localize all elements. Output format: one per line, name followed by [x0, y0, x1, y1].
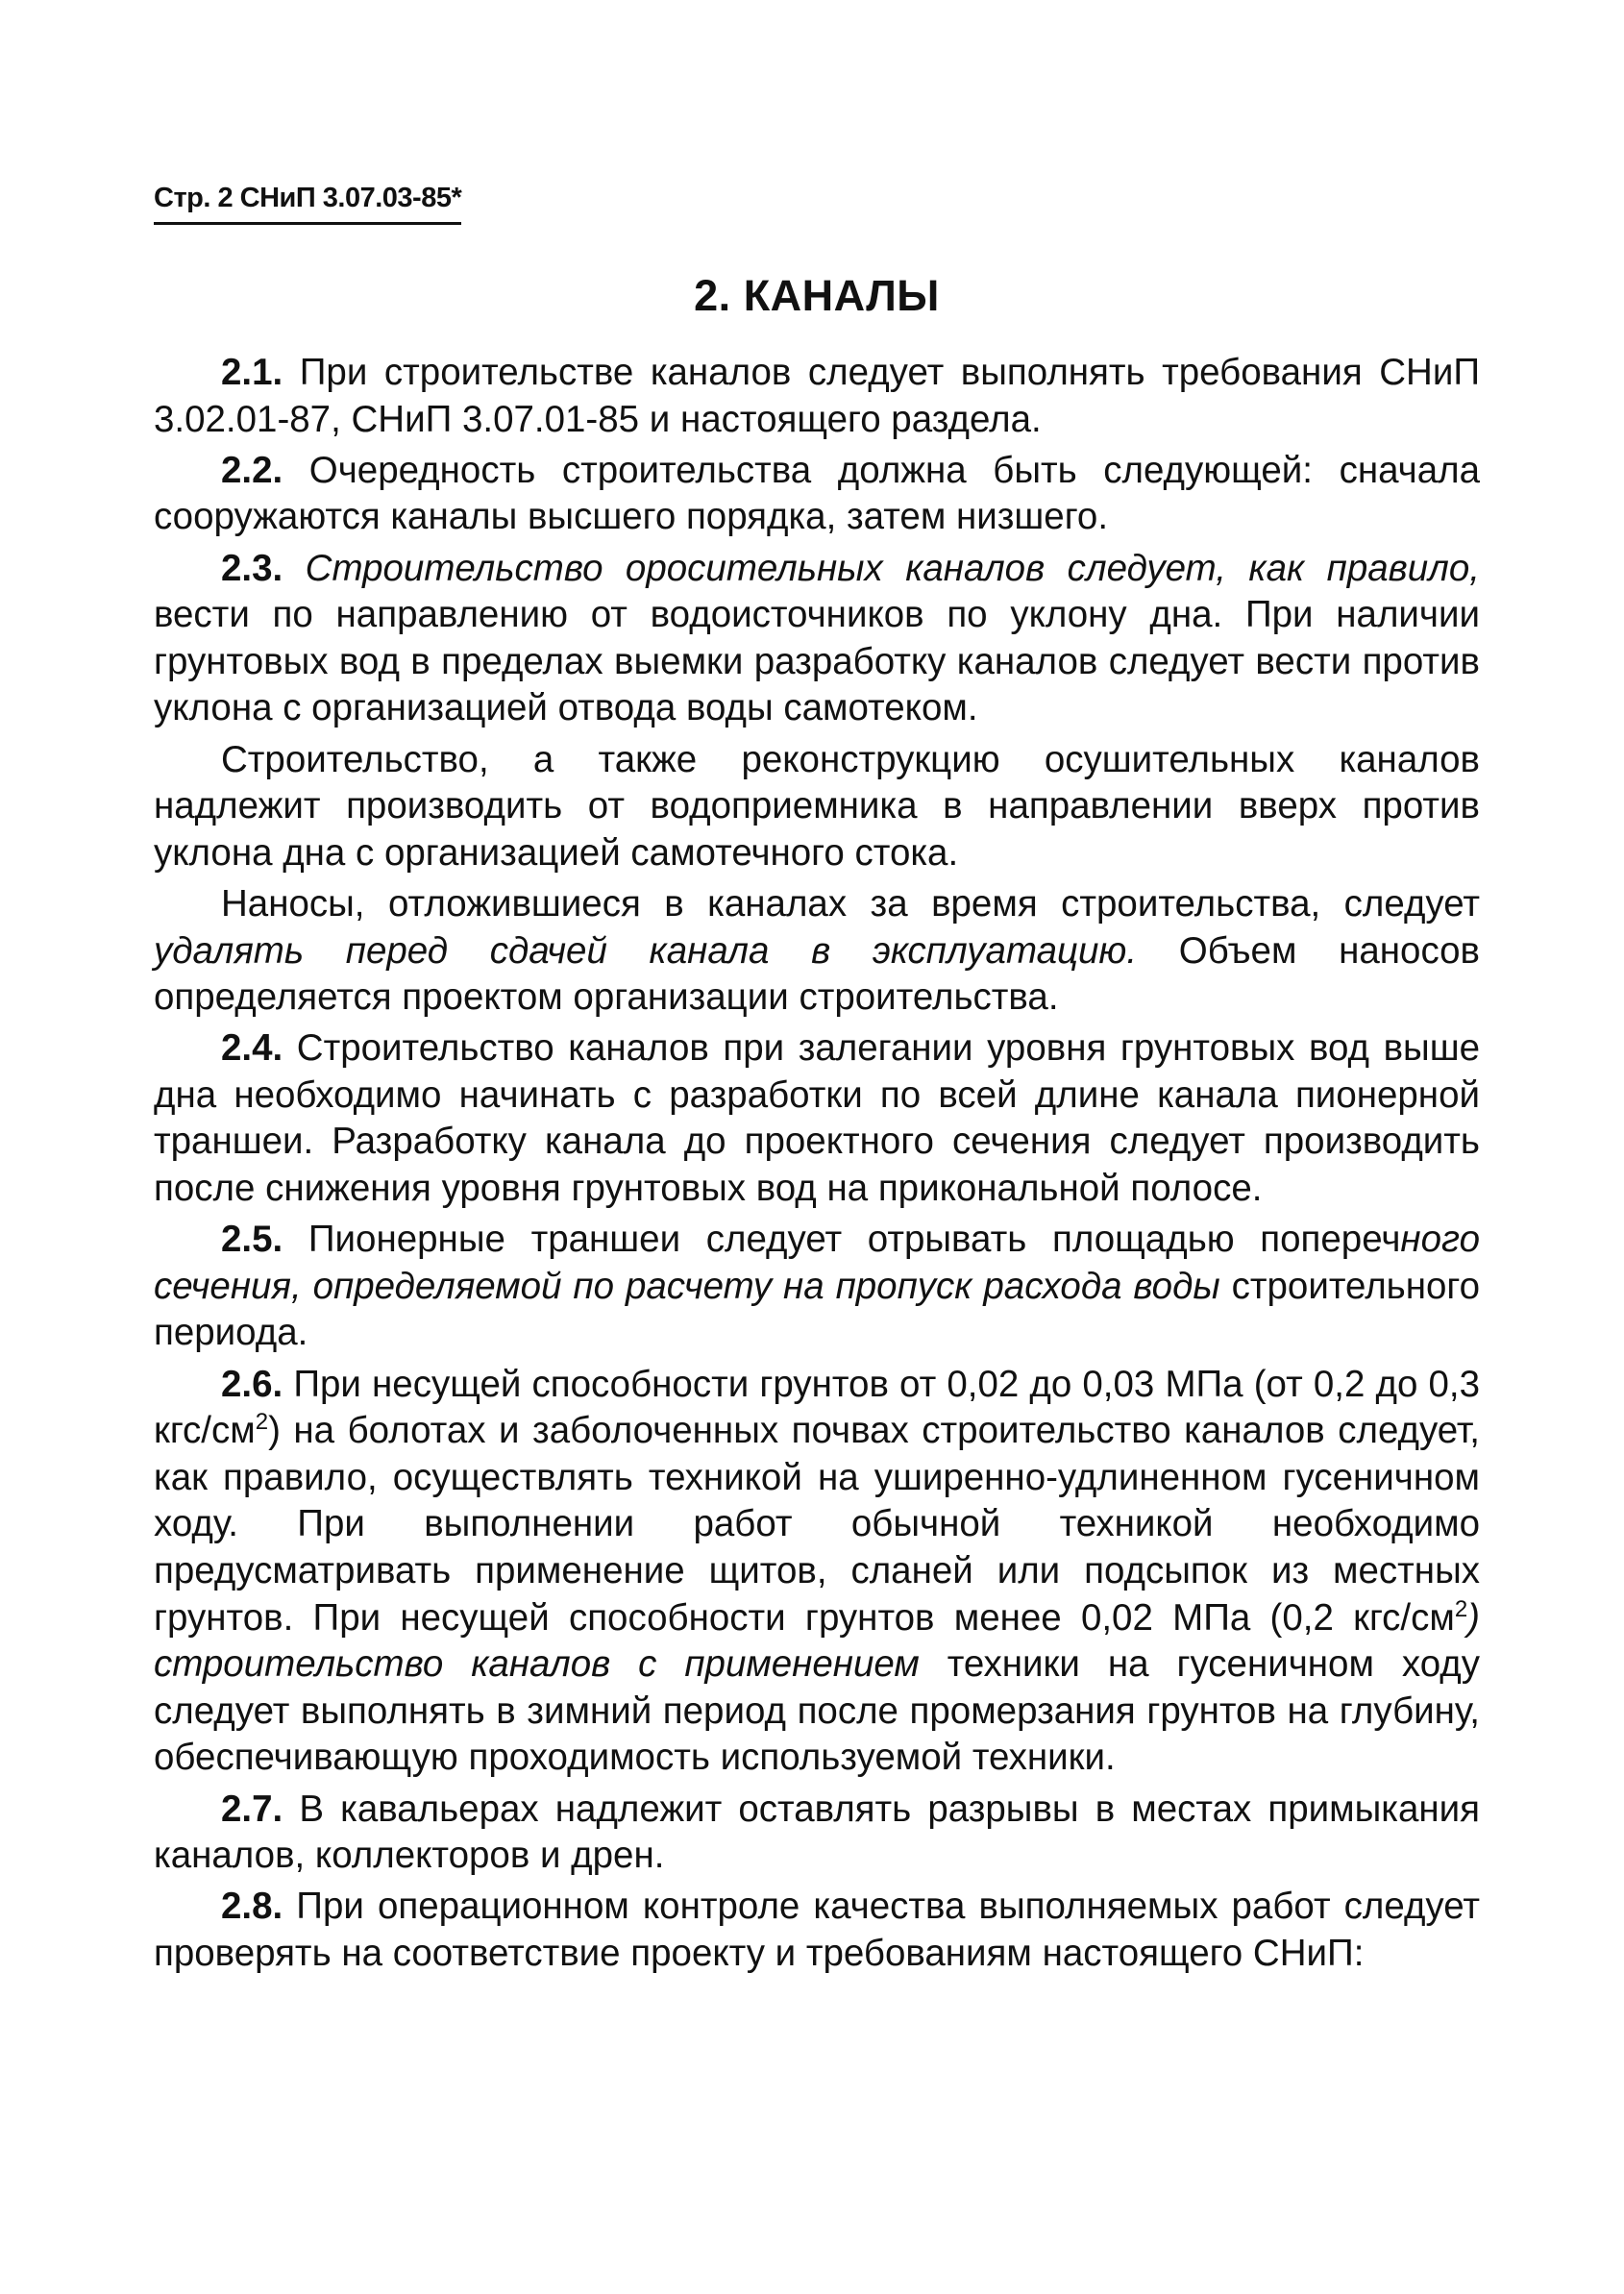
- section-title: 2. КАНАЛЫ: [694, 271, 940, 320]
- paragraph-text-italic: Строительство оросительных каналов следует, как правило,: [283, 547, 1480, 589]
- paragraph-2-3-drainage: [154, 737, 1480, 877]
- paragraph-text: техники на гусеничном ходу следует выполнять в зимний период после промерзания грунтов на глубину, обеспечивающую проходимость используемой техники.: [154, 1643, 1480, 1779]
- paragraph-text: Пионерные траншеи следует отрывать площадью попереч: [283, 1219, 1401, 1261]
- page-header: Стр. 2 СНиП 3.07.03-85*: [154, 183, 461, 225]
- paragraph-text: Очередность строительства должна быть следующей: сначала сооружаются каналы высшего порядка, затем низшего.: [154, 449, 1480, 538]
- paragraph-text: строительного периода.: [154, 1265, 1480, 1354]
- clause-number: 2.6.: [221, 1363, 283, 1405]
- paragraph-2-3: [154, 546, 1480, 732]
- section-body: [154, 350, 1480, 1978]
- superscript: 2: [1454, 1595, 1468, 1622]
- paragraph-text: ) на болотах и заболоченных почвах строительство каналов следует, как правило, осуществлять техникой на уширенно-удлиненном гусеничном ходу. При выполнении работ обычной техникой необходимо предусматривать применение щитов, сланей или подсыпок из местных грунтов. При несущей способности грунтов менее 0,02 МПа (0,2 кгс/см: [154, 1410, 1480, 1639]
- paragraph-text: Строительство, а также реконструкцию осушительных каналов надлежит производить от водоприемника в направлении вверх против уклона дна с организацией самотечного стока.: [154, 738, 1480, 874]
- superscript: 2: [255, 1409, 269, 1436]
- paragraph-2-4: [154, 1025, 1480, 1212]
- paragraph-2-2: [154, 448, 1480, 541]
- paragraph-2-8: [154, 1884, 1480, 1977]
- clause-number: 2.3.: [221, 547, 283, 589]
- paragraph-text: Наносы, отложившиеся в каналах за время строительства, следует: [221, 882, 1480, 925]
- paragraph-2-7: [154, 1787, 1480, 1880]
- paragraph-text: При несущей способности грунтов от 0,02 до 0,03 МПа (от 0,2 до 0,3 кгс/см: [154, 1363, 1480, 1452]
- paragraph-text: При операционном контроле качества выполняемых работ следует проверять на соответствие проекту и требованиям настоящего СНиП:: [154, 1886, 1480, 1974]
- paragraph-2-3-sediment: [154, 881, 1480, 1022]
- clause-number: 2.2.: [221, 449, 283, 491]
- paragraph-2-5: [154, 1217, 1480, 1357]
- paragraph-text-italic: ного сечения, определяемой по расчету на пропуск расхода воды: [154, 1219, 1480, 1307]
- paragraph-text: Строительство каналов при залегании уровня грунтовых вод выше дна необходимо начинать с разработки по всей длине канала пионерной траншеи. Разработку канала до проектного сечения следует производить после снижения уровня грунтовых вод на прикональной полосе.: [154, 1027, 1480, 1210]
- document-page: [154, 183, 1480, 1982]
- clause-number: 2.1.: [221, 352, 283, 393]
- paragraph-text-italic: удалять перед сдачей канала в эксплуатацию.: [154, 929, 1138, 972]
- paragraph-2-1: [154, 350, 1480, 443]
- paragraph-text-italic: ) строительство каналов с применением: [154, 1596, 1480, 1686]
- clause-number: 2.5.: [221, 1219, 283, 1261]
- paragraph-2-6: [154, 1362, 1480, 1782]
- paragraph-text: При строительстве каналов следует выполнять требования СНиП 3.02.01-87, СНиП 3.07.01-85 и настоящего раздела.: [154, 352, 1480, 440]
- clause-number: 2.4.: [221, 1027, 283, 1070]
- paragraph-text: Объем наносов определяется проектом организации строительства.: [154, 929, 1480, 1019]
- clause-number: 2.7.: [221, 1788, 283, 1830]
- paragraph-text: вести по направлению от водоисточников по уклону дна. При наличии грунтовых вод в пределах выемки разработку каналов следует вести против уклона с организацией отвода воды самотеком.: [154, 594, 1480, 729]
- paragraph-text: В кавальерах надлежит оставлять разрывы в местах примыкания каналов, коллекторов и дрен.: [154, 1788, 1480, 1877]
- clause-number: 2.8.: [221, 1886, 283, 1928]
